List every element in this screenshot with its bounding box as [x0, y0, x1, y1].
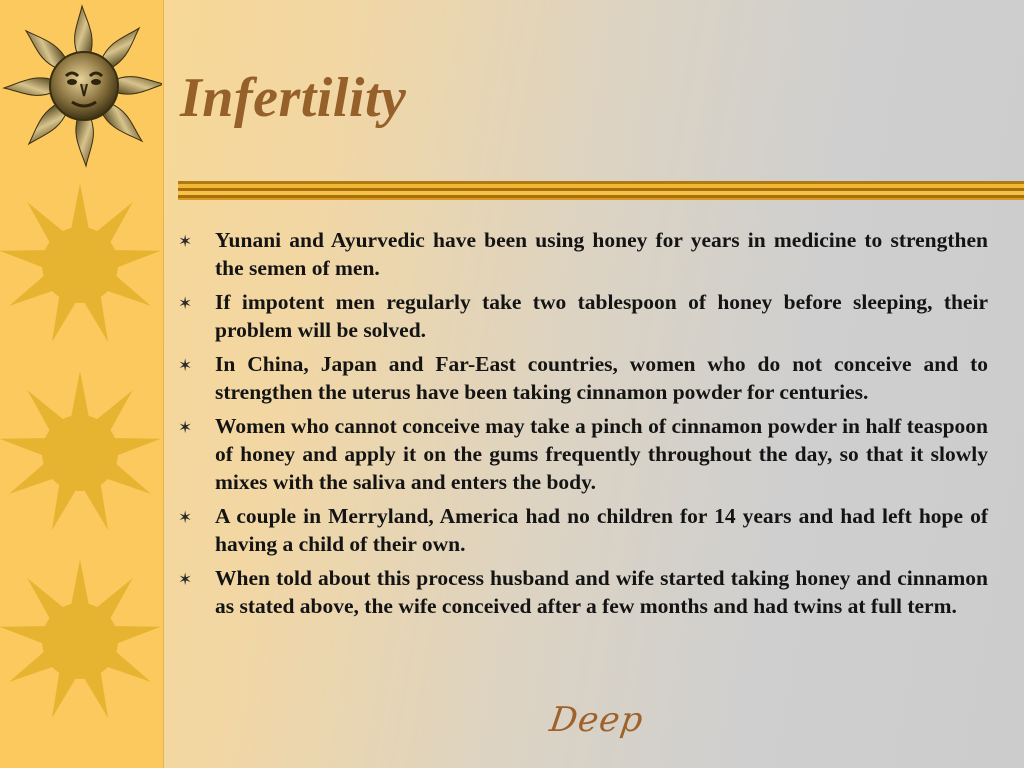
star-bullet-icon: ✶	[178, 294, 193, 313]
signature-text: Deep	[547, 700, 647, 740]
bullet-item	[178, 502, 988, 558]
bullet-item	[178, 564, 988, 620]
star-bullet-icon: ✶	[178, 232, 193, 251]
title-divider	[178, 181, 1024, 203]
star-bullet-icon: ✶	[178, 356, 193, 375]
bullet-text: When told about this process husband and wife started taking honey and cinnamon as stated above, the wife conceived after a few months and had twins at full term.	[215, 566, 988, 618]
bullet-item	[178, 288, 988, 344]
sun-face-icon	[2, 4, 162, 172]
star-bullet-icon: ✶	[178, 418, 193, 437]
sun-icon	[0, 180, 163, 350]
decorative-left-strip	[0, 0, 164, 768]
slide-title: Infertility	[180, 67, 407, 129]
star-bullet-icon: ✶	[178, 570, 193, 589]
sun-icon	[0, 368, 163, 538]
bullet-text: In China, Japan and Far-East countries, women who do not conceive and to strengthen the uterus have been taking cinnamon powder for centuries.	[215, 352, 988, 404]
slide-body	[178, 226, 988, 626]
bullet-text: A couple in Merryland, America had no children for 14 years and had left hope of having a child of their own.	[215, 504, 988, 556]
star-bullet-icon: ✶	[178, 508, 193, 527]
bullet-list	[178, 226, 988, 620]
bullet-item	[178, 226, 988, 282]
bullet-item	[178, 412, 988, 496]
bullet-text: If impotent men regularly take two tablespoon of honey before sleeping, their problem will be solved.	[215, 290, 988, 342]
sun-icon	[0, 556, 163, 726]
bullet-item	[178, 350, 988, 406]
bullet-text: Yunani and Ayurvedic have been using honey for years in medicine to strengthen the semen of men.	[215, 228, 988, 280]
bullet-text: Women who cannot conceive may take a pinch of cinnamon powder in half teaspoon of honey and apply it on the gums frequently throughout the day, so that it slowly mixes with the saliva and enters the body.	[215, 414, 988, 494]
